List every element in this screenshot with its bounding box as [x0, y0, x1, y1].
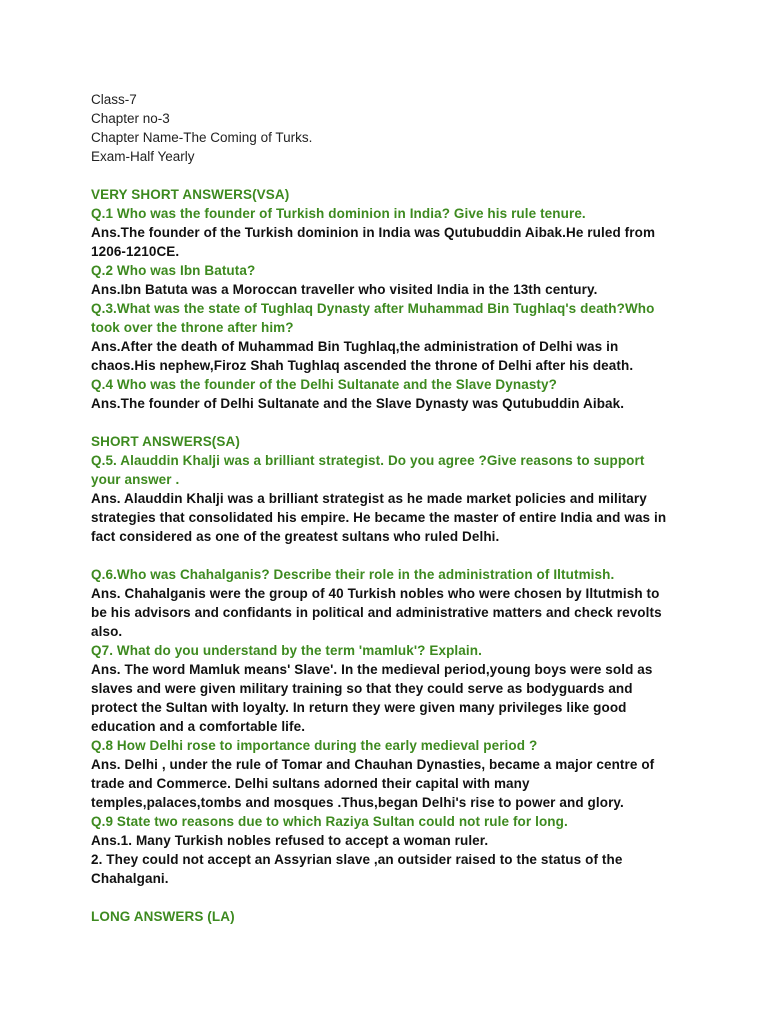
answer-text: fact considered as one of the greatest sultans who ruled Delhi. — [91, 529, 500, 544]
la-heading: LONG ANSWERS (LA) — [91, 909, 235, 924]
answer-text: 2. They could not accept an Assyrian slave ,an outsider raised to the status of the — [91, 852, 623, 867]
question-block-q2 — [91, 261, 681, 299]
answer-text: Ans.The founder of Delhi Sultanate and the Slave Dynasty was Qutubuddin Aibak. — [91, 396, 625, 411]
question-block-q5 — [91, 451, 681, 546]
class-label: Class-7 — [91, 92, 137, 107]
answer-text: Ans. Alauddin Khalji was a brilliant strategist as he made market policies and military — [91, 491, 647, 506]
question-text: your answer . — [91, 472, 180, 487]
answer-text: Ans. Chahalganis were the group of 40 Turkish nobles who were chosen by Iltutmish to — [91, 586, 660, 601]
question-block-q3 — [91, 299, 681, 375]
answer-text: Ans.After the death of Muhammad Bin Tughlaq,the administration of Delhi was in — [91, 339, 619, 354]
answer-text: 1206-1210CE. — [91, 244, 180, 259]
question-text: took over the throne after him? — [91, 320, 294, 335]
answer-text: temples,palaces,tombs and mosques .Thus,began Delhi's rise to power and glory. — [91, 795, 624, 810]
vsa-heading: VERY SHORT ANSWERS(VSA) — [91, 187, 290, 202]
answer-text: protect the Sultan with loyalty. In return they were given many privileges like good — [91, 700, 627, 715]
sa-section — [91, 432, 681, 888]
chapter-name: Chapter Name-The Coming of Turks. — [91, 130, 313, 145]
question-block-q1 — [91, 204, 681, 261]
answer-text: chaos.His nephew,Firoz Shah Tughlaq ascended the throne of Delhi after his death. — [91, 358, 634, 373]
question-text: Q.4 Who was the founder of the Delhi Sultanate and the Slave Dynasty? — [91, 377, 557, 392]
answer-text: Ans.1. Many Turkish nobles refused to accept a woman ruler. — [91, 833, 489, 848]
question-block-q9 — [91, 812, 681, 888]
document-page — [91, 90, 681, 926]
question-block-q8 — [91, 736, 681, 812]
vsa-section — [91, 185, 681, 413]
question-block-q7 — [91, 641, 681, 736]
question-text: Q.8 How Delhi rose to importance during the early medieval period ? — [91, 738, 538, 753]
question-text: Q.6.Who was Chahalganis? Describe their role in the administration of Iltutmish. — [91, 567, 615, 582]
answer-text: strategies that consolidated his empire. He became the master of entire India and was in — [91, 510, 667, 525]
question-text: Q.9 State two reasons due to which Raziya Sultan could not rule for long. — [91, 814, 568, 829]
question-block-q6 — [91, 565, 681, 641]
answer-text: be his advisors and confidants in political and administrative matters and check revolts — [91, 605, 662, 620]
question-text: Q.5. Alauddin Khalji was a brilliant strategist. Do you agree ?Give reasons to support — [91, 453, 645, 468]
answer-text: slaves and were given military training so that they could serve as bodyguards and — [91, 681, 633, 696]
la-section — [91, 907, 681, 926]
answer-text: education and a comfortable life. — [91, 719, 306, 734]
sa-heading: SHORT ANSWERS(SA) — [91, 434, 240, 449]
question-block-q4 — [91, 375, 681, 413]
answer-text: Ans.The founder of the Turkish dominion in India was Qutubuddin Aibak.He ruled from — [91, 225, 656, 240]
chapter-number: Chapter no-3 — [91, 111, 170, 126]
answer-text: Chahalgani. — [91, 871, 169, 886]
document-header — [91, 90, 681, 166]
answer-text: Ans. Delhi , under the rule of Tomar and Chauhan Dynasties, became a major centre of — [91, 757, 655, 772]
exam-label: Exam-Half Yearly — [91, 149, 195, 164]
question-text: Q.2 Who was Ibn Batuta? — [91, 263, 256, 278]
answer-text: Ans.Ibn Batuta was a Moroccan traveller who visited India in the 13th century. — [91, 282, 598, 297]
question-text: Q.1 Who was the founder of Turkish dominion in India? Give his rule tenure. — [91, 206, 586, 221]
question-text: Q.3.What was the state of Tughlaq Dynasty after Muhammad Bin Tughlaq's death?Who — [91, 301, 655, 316]
answer-text: trade and Commerce. Delhi sultans adorned their capital with many — [91, 776, 530, 791]
question-text: Q7. What do you understand by the term 'mamluk'? Explain. — [91, 643, 482, 658]
answer-text: also. — [91, 624, 123, 639]
answer-text: Ans. The word Mamluk means' Slave'. In the medieval period,young boys were sold as — [91, 662, 653, 677]
